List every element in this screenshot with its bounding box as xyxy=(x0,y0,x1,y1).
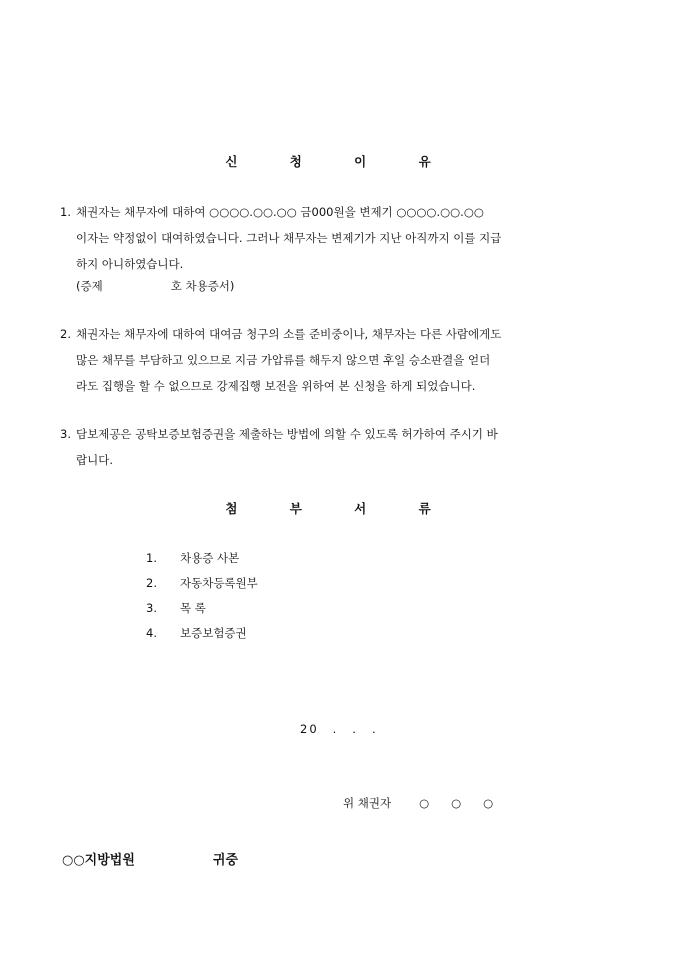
paragraph-1 xyxy=(62,199,636,277)
paragraph-number: 1. xyxy=(60,205,71,219)
date-dot: . xyxy=(371,722,378,736)
list-item xyxy=(146,596,258,621)
attachment-label: 차용증 사본 xyxy=(180,551,240,565)
paragraph-line: 많은 채무를 부담하고 있으므로 지금 가압류를 해두지 않으면 후일 승소판결을 얻더 xyxy=(76,353,491,367)
date-year: 20 xyxy=(300,722,319,736)
evidence-line xyxy=(76,278,234,294)
creditor-role: 위 채권자 xyxy=(343,796,392,810)
attachment-label: 자동차등록원부 xyxy=(180,576,258,590)
attachment-number: 3. xyxy=(146,601,157,615)
court-honorific: 귀중 xyxy=(212,853,239,868)
paragraph-line: 채권자는 채무자에 대하여 대여금 청구의 소를 준비중이나, 채무자는 다른 사람에게도 xyxy=(76,327,502,341)
evidence-prefix: (증제 xyxy=(76,279,103,293)
reasons-heading: 신 청 이 유 xyxy=(225,154,455,169)
list-item xyxy=(146,621,258,646)
paragraph-line: 라도 집행을 할 수 없으므로 강제집행 보전을 위하여 본 신청을 하게 되었습니다. xyxy=(76,379,476,393)
date-line xyxy=(300,722,392,736)
attachment-label: 목 록 xyxy=(180,601,206,615)
paragraph-line: 랍니다. xyxy=(76,453,113,467)
paragraph-line: 하지 아니하였습니다. xyxy=(76,257,184,271)
creditor-signature xyxy=(343,795,515,811)
court-name: ○○지방법원 xyxy=(62,853,135,868)
paragraph-number: 2. xyxy=(60,327,71,341)
paragraph-3 xyxy=(62,421,636,473)
attachment-number: 4. xyxy=(146,626,157,640)
creditor-name: ○○○ xyxy=(419,796,516,810)
paragraph-number: 3. xyxy=(60,427,71,441)
date-dot: . xyxy=(352,722,358,736)
paragraph-line: 채권자는 채무자에 대하여 ○○○○.○○.○○ 금000원을 변제기 ○○○○.○○.○○ xyxy=(76,205,484,219)
paragraph-line: 담보제공은 공탁보증보험증권을 제출하는 방법에 의할 수 있도록 허가하여 주시기 바 xyxy=(76,427,498,441)
attachments-list xyxy=(146,546,258,646)
list-item xyxy=(146,571,258,596)
evidence-suffix: 호 차용증서) xyxy=(170,279,235,293)
attachments-heading: 첨 부 서 류 xyxy=(225,501,455,516)
attachment-number: 2. xyxy=(146,576,157,590)
list-item xyxy=(146,546,258,571)
attachment-label: 보증보험증권 xyxy=(180,626,247,640)
court-addressee xyxy=(62,849,238,868)
paragraph-2 xyxy=(62,321,636,399)
attachment-number: 1. xyxy=(146,551,157,565)
paragraph-line: 이자는 약정없이 대여하였습니다. 그러나 채무자는 변제기가 지난 아직까지 이를 지급 xyxy=(76,231,502,245)
date-dot: . xyxy=(332,722,339,736)
